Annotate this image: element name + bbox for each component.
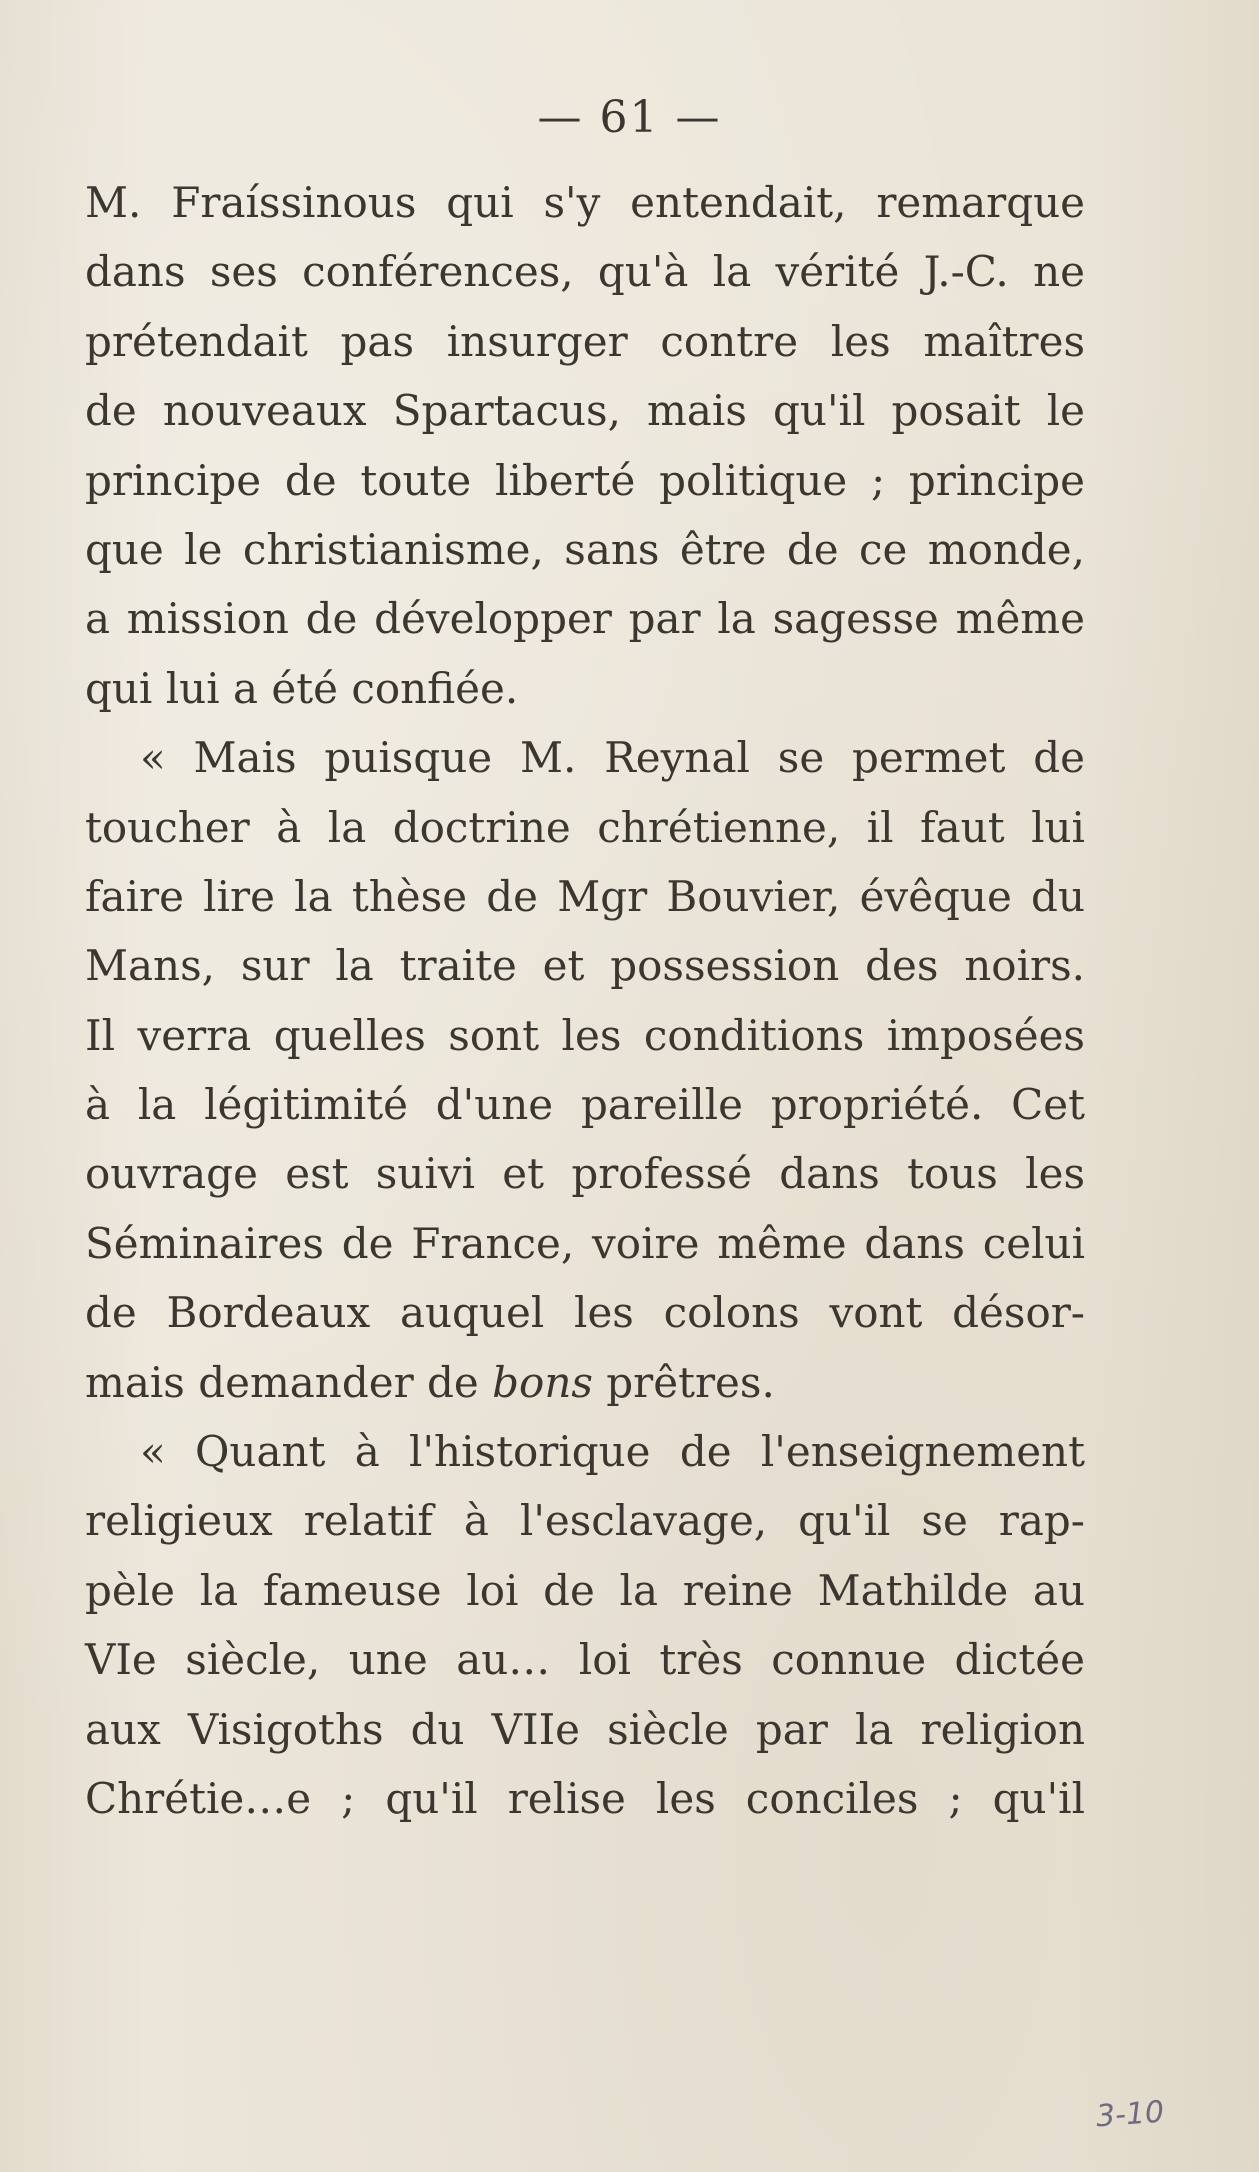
text-line: Mans, sur la traite et possession des noirs.	[85, 941, 1085, 991]
text-line: de Bordeaux auquel les colons vont désor-	[85, 1288, 1085, 1338]
text-line: a mission de développer par la sagesse même	[85, 594, 1085, 644]
text-line: toucher à la doctrine chrétienne, il faut lui	[85, 802, 1085, 852]
paragraph-start-line: « Quant à l'historique de l'enseignement	[140, 1427, 1085, 1477]
italic-word: bons	[492, 1357, 593, 1407]
text-line: VIe siècle, une au… loi très connue dictée	[85, 1635, 1085, 1685]
text-line: Séminaires de France, voire même dans celui	[85, 1218, 1085, 1268]
body-text	[85, 168, 1085, 1833]
page-number: — 61 —	[537, 92, 722, 143]
handwritten-note: 3-10	[1094, 2094, 1166, 2135]
text-line: M. Fraíssinous qui s'y entendait, remarque	[85, 178, 1085, 227]
text-line: qui lui a été confiée.	[85, 663, 519, 713]
text-line: prétendait pas insurger contre les maîtres	[85, 316, 1085, 366]
text-line: Chrétie…e ; qu'il relise les conciles ; qu'il	[85, 1773, 1085, 1823]
paragraph-start-line: « Mais puisque M. Reynal se permet de	[140, 733, 1085, 783]
text-line: que le christianisme, sans être de ce monde,	[85, 524, 1085, 574]
text-line: de nouveaux Spartacus, mais qu'il posait le	[85, 386, 1085, 436]
text-line: ouvrage est suivi et professé dans tous les	[85, 1149, 1085, 1199]
text-line: aux Visigoths du VIIe siècle par la religion	[85, 1704, 1085, 1754]
text-line: faire lire la thèse de Mgr Bouvier, évêque du	[85, 871, 1085, 921]
text-line: dans ses conférences, qu'à la vérité J.-C. ne	[85, 247, 1085, 297]
text-line: principe de toute liberté politique ; principe	[85, 455, 1085, 505]
text-line: religieux relatif à l'esclavage, qu'il se rap-	[85, 1496, 1085, 1546]
text-line: mais demander de bons prêtres.	[85, 1357, 775, 1407]
text-line: Il verra quelles sont les conditions imposées	[85, 1010, 1085, 1060]
text-line: à la légitimité d'une pareille propriété. Cet	[85, 1080, 1085, 1130]
text-line: pèle la fameuse loi de la reine Mathilde au	[85, 1565, 1085, 1615]
